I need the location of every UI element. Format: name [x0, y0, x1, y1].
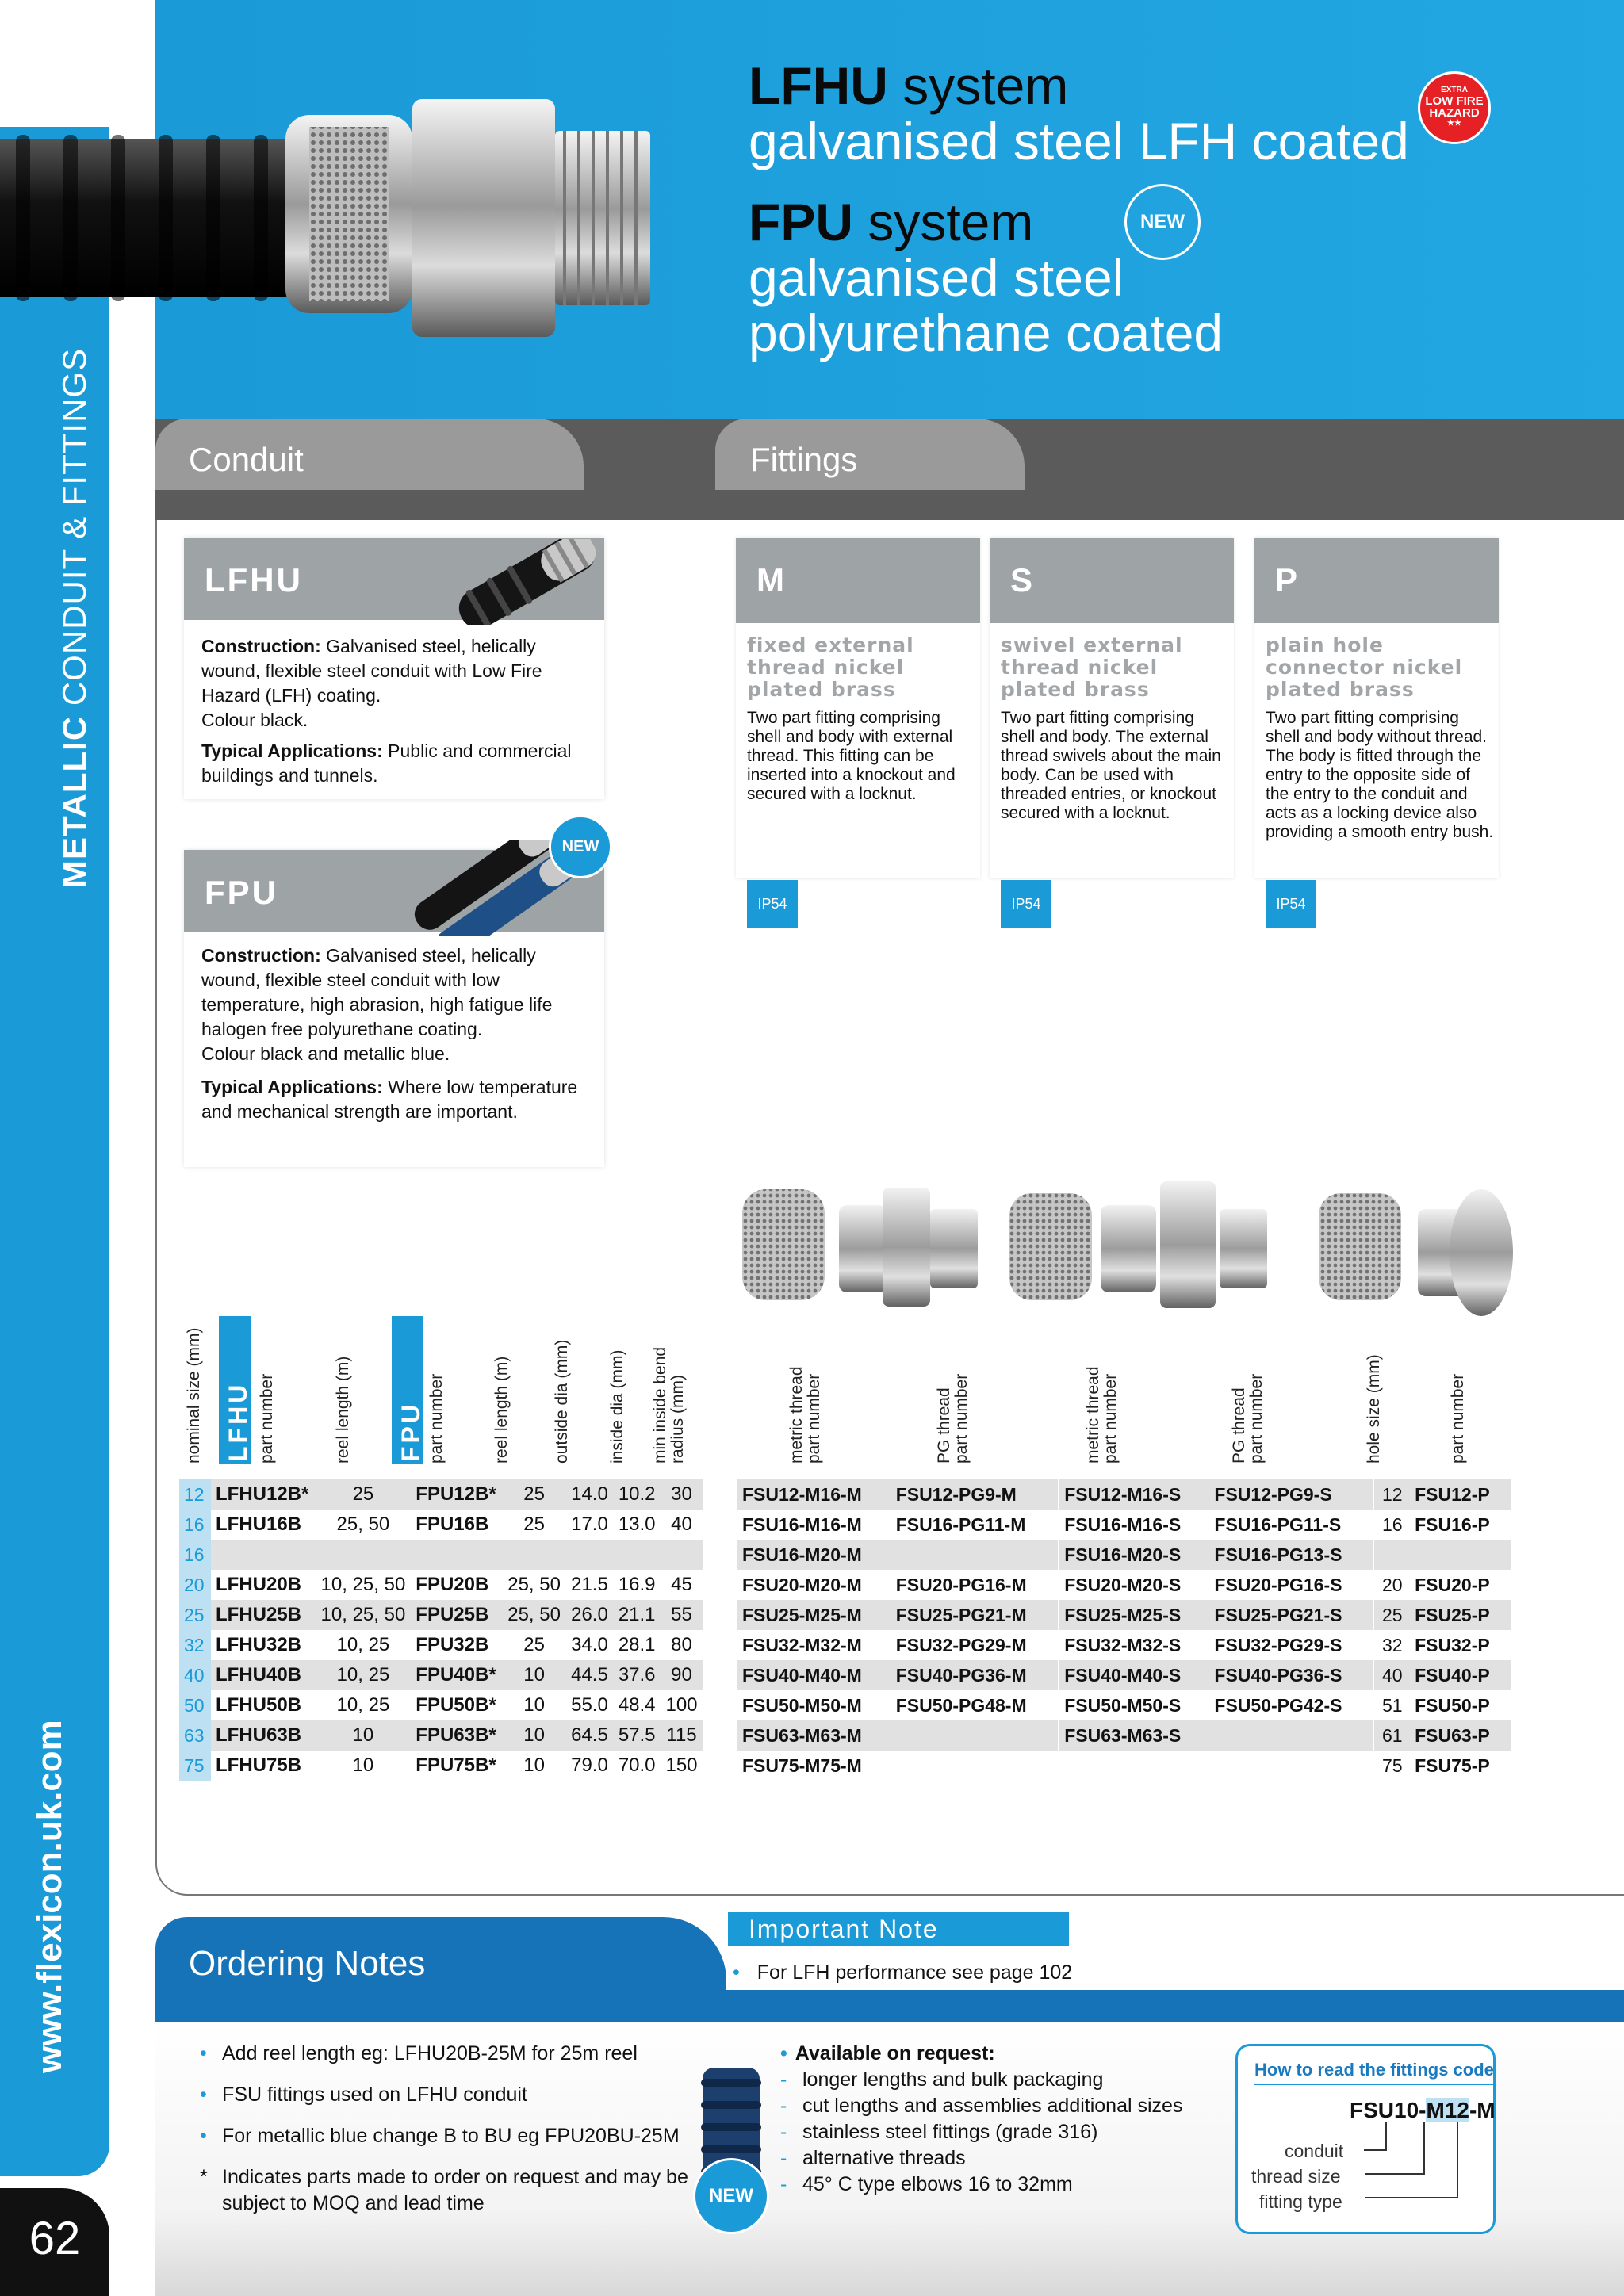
fitting-card-m — [736, 538, 980, 912]
fittings-table-cell: FSU12-M16-S — [1059, 1479, 1209, 1510]
conduit-table-cell: FPU32B — [411, 1630, 502, 1660]
fittings-table-cell: FSU50-PG48-M — [891, 1690, 1058, 1720]
fittings-table-cell — [1209, 1751, 1373, 1781]
conduit-table-cell: LFHU32B — [211, 1630, 316, 1660]
conduit-table-cell: 25 — [179, 1600, 211, 1630]
available-item: - stainless steel fittings (grade 316) — [780, 2121, 1098, 2143]
conduit-table-cell: 10, 25 — [316, 1660, 412, 1690]
col-outside-dia: outside dia (mm) — [553, 1339, 571, 1464]
ordering-note: * Indicates parts made to order on request and may be subject to MOQ and lead time — [200, 2166, 688, 2214]
conduit-table-cell: 10 — [503, 1660, 566, 1690]
conduit-table-cell: FPU75B* — [411, 1751, 502, 1781]
fittings-table-cell: FSU16-PG11-M — [891, 1510, 1058, 1540]
conduit-table-cell: 34.0 — [566, 1630, 614, 1660]
conduit-table-cell: 21.1 — [613, 1600, 661, 1630]
conduit-table-cell: 25 — [503, 1630, 566, 1660]
fittings-table-cell: 25 — [1374, 1600, 1410, 1630]
code-label-fitting-type: fitting type — [1259, 2191, 1342, 2212]
col-fpu-reel-length: reel length (m) — [492, 1356, 511, 1464]
conduit-table-cell: 25, 50 — [316, 1510, 412, 1540]
conduit-table-cell: 40 — [179, 1660, 211, 1690]
conduit-table-cell: FPU16B — [411, 1510, 502, 1540]
fittings-table-cell: 16 — [1374, 1510, 1410, 1540]
available-on-request — [780, 2041, 1224, 2198]
conduit-table-row — [179, 1630, 703, 1660]
fittings-table-cell: FSU63-M63-M — [737, 1720, 891, 1751]
fittings-table-cell: FSU40-M40-M — [737, 1660, 891, 1690]
conduit-table-cell: 16 — [179, 1510, 211, 1540]
fittings-table-cell: FSU40-PG36-M — [891, 1660, 1058, 1690]
conduit-table-cell: 70.0 — [613, 1751, 661, 1781]
fittings-table-cell: FSU20-PG16-M — [891, 1570, 1058, 1600]
conduit-table-cell: 64.5 — [566, 1720, 614, 1751]
conduit-table-cell: 14.0 — [566, 1479, 614, 1510]
fittings-table-cell: FSU20-P — [1410, 1570, 1511, 1600]
fpu-header-title: FPU — [396, 1402, 425, 1462]
conduit-table-cell: 20 — [179, 1570, 211, 1600]
available-item: - cut lengths and assemblies additional sizes — [780, 2095, 1183, 2117]
fittings-table-cell — [1209, 1720, 1373, 1751]
conduit-table-cell — [566, 1540, 614, 1570]
title-lfhu-subtitle: galvanised steel LFH coated — [749, 112, 1409, 170]
conduit-table-cell: 16.9 — [613, 1570, 661, 1600]
conduit-table-cell: LFHU40B — [211, 1660, 316, 1690]
conduit-table-cell: 25, 50 — [503, 1570, 566, 1600]
conduit-table-cell: 25 — [503, 1510, 566, 1540]
col-min-bend-radius: min inside bend radius (mm) — [651, 1346, 687, 1464]
fittings-table-cell: FSU12-PG9-S — [1209, 1479, 1373, 1510]
fittings-table-row — [737, 1630, 1511, 1660]
conduit-table-cell: LFHU12B* — [211, 1479, 316, 1510]
conduit-table-cell: 150 — [661, 1751, 703, 1781]
fittings-table-cell: 61 — [1374, 1720, 1410, 1751]
conduit-table-cell: 21.5 — [566, 1570, 614, 1600]
fittings-table-cell: FSU25-M25-M — [737, 1600, 891, 1630]
fittings-table-cell: FSU32-M32-S — [1059, 1630, 1209, 1660]
fittings-table-cell: FSU40-M40-S — [1059, 1660, 1209, 1690]
tab-fittings-label: Fittings — [750, 441, 858, 478]
conduit-table-cell: LFHU20B — [211, 1570, 316, 1600]
col-hole-size: hole size (mm) — [1365, 1354, 1383, 1464]
conduit-table-cell: 13.0 — [613, 1510, 661, 1540]
fittings-table-cell: 20 — [1374, 1570, 1410, 1600]
fittings-table-row — [737, 1690, 1511, 1720]
available-item: - alternative threads — [780, 2147, 966, 2169]
fitting-s-type: swivel external thread nickel plated brass — [1001, 633, 1183, 701]
fpu-card-title: FPU — [205, 874, 278, 911]
conduit-table-row — [179, 1690, 703, 1720]
conduit-table-row — [179, 1751, 703, 1781]
conduit-table-cell: 17.0 — [566, 1510, 614, 1540]
conduit-table-cell: 63 — [179, 1720, 211, 1751]
fittings-table-row — [737, 1540, 1511, 1570]
conduit-table-cell: 25 — [503, 1479, 566, 1510]
fittings-table-cell: FSU16-M16-M — [737, 1510, 891, 1540]
conduit-table-cell: 45 — [661, 1570, 703, 1600]
fittings-table-cell: FSU75-M75-M — [737, 1751, 891, 1781]
conduit-table-cell: FPU20B — [411, 1570, 502, 1600]
col-s-metric-part: metric thread part number — [1084, 1366, 1120, 1464]
conduit-table-cell: 25, 50 — [503, 1600, 566, 1630]
ordering-notes-title: Ordering Notes — [189, 1944, 426, 1983]
fittings-table-cell: FSU12-PG9-M — [891, 1479, 1058, 1510]
fittings-table-row — [737, 1720, 1511, 1751]
hero-conduit-fitting-image — [0, 91, 666, 353]
fittings-table-cell: FSU16-M20-S — [1059, 1540, 1209, 1570]
fittings-table-cell: FSU50-M50-S — [1059, 1690, 1209, 1720]
lfhu-construction: Construction: Galvanised steel, helically wound, flexible steel conduit with Low Fire Hazard (LFH) coating. Colour black. — [201, 636, 542, 730]
fittings-table-cell: FSU40-P — [1410, 1660, 1511, 1690]
fittings-table-cell — [1410, 1540, 1511, 1570]
conduit-table-cell: LFHU16B — [211, 1510, 316, 1540]
conduit-table-row — [179, 1720, 703, 1751]
fittings-table-cell: FSU16-PG11-S — [1209, 1510, 1373, 1540]
fittings-table-cell: 51 — [1374, 1690, 1410, 1720]
ordering-note: • FSU fittings used on LFHU conduit — [200, 2084, 527, 2106]
fittings-table-cell: FSU50-P — [1410, 1690, 1511, 1720]
fitting-card-m-header — [736, 538, 980, 623]
lfhu-card-title: LFHU — [205, 561, 303, 599]
col-inside-dia: inside dia (mm) — [608, 1349, 626, 1464]
conduit-table-cell: 32 — [179, 1630, 211, 1660]
conduit-table-cell: 10 — [503, 1751, 566, 1781]
fittings-table-cell: FSU16-PG13-S — [1209, 1540, 1373, 1570]
conduit-table-cell: 50 — [179, 1690, 211, 1720]
fittings-table-row — [737, 1751, 1511, 1781]
fittings-table-row — [737, 1660, 1511, 1690]
fittings-table-cell: FSU75-P — [1410, 1751, 1511, 1781]
fittings-table-cell: FSU32-PG29-S — [1209, 1630, 1373, 1660]
fitting-card-m-title: M — [756, 561, 787, 599]
conduit-table-cell: 10, 25, 50 — [316, 1600, 412, 1630]
conduit-table-row — [179, 1570, 703, 1600]
fittings-code-title: How to read the fittings code — [1254, 2060, 1494, 2085]
col-lfhu-reel-length: reel length (m) — [334, 1356, 352, 1464]
col-p-part-number: part number — [1449, 1373, 1467, 1464]
fittings-table-cell: FSU12-P — [1410, 1479, 1511, 1510]
conduit-table-cell: 100 — [661, 1690, 703, 1720]
conduit-table-cell: FPU12B* — [411, 1479, 502, 1510]
section-label: METALLIC CONDUIT & FITTINGS — [56, 347, 93, 888]
col-fpu-part-number: part number — [427, 1373, 446, 1464]
ordering-note: • For metallic blue change B to BU eg FPU20BU-25M — [200, 2125, 680, 2147]
conduit-table-cell: LFHU25B — [211, 1600, 316, 1630]
conduit-table-cell — [613, 1540, 661, 1570]
conduit-table-cell: 10 — [503, 1690, 566, 1720]
fittings-table — [737, 1479, 1511, 1781]
conduit-table-cell: 10 — [316, 1751, 412, 1781]
lfhu-conduit-image — [444, 539, 603, 625]
important-note-item: • For LFH performance see page 102 — [733, 1961, 1073, 1984]
conduit-table-cell: 57.5 — [613, 1720, 661, 1751]
fpu-new-badge: NEW — [549, 815, 612, 878]
fittings-table-cell: FSU32-P — [1410, 1630, 1511, 1660]
fittings-table-cell: FSU12-M16-M — [737, 1479, 891, 1510]
fittings-table-row — [737, 1600, 1511, 1630]
conduit-table-cell: FPU40B* — [411, 1660, 502, 1690]
title-lfhu-system: LFHU system — [749, 56, 1069, 115]
fittings-table-cell: FSU40-PG36-S — [1209, 1660, 1373, 1690]
low-fire-hazard-badge: EXTRA LOW FIRE HAZARD ★★ — [1418, 71, 1491, 144]
fittings-table-cell: FSU32-PG29-M — [891, 1630, 1058, 1660]
fittings-table-cell: 12 — [1374, 1479, 1410, 1510]
fitting-card-p-header — [1254, 538, 1499, 623]
fittings-code-connector-lines — [1364, 2122, 1467, 2209]
conduit-table-cell: 44.5 — [566, 1660, 614, 1690]
fittings-table-cell: FSU25-P — [1410, 1600, 1511, 1630]
conduit-table-cell: 12 — [179, 1479, 211, 1510]
new-badge: NEW — [1124, 184, 1201, 260]
conduit-table-cell: 16 — [179, 1540, 211, 1570]
fitting-card-p — [1254, 538, 1499, 912]
fittings-table-cell: FSU20-PG16-S — [1209, 1570, 1373, 1600]
conduit-table-row — [179, 1660, 703, 1690]
fittings-table-cell: FSU16-M16-S — [1059, 1510, 1209, 1540]
available-title: • Available on request: — [780, 2042, 995, 2064]
fittings-table-cell: FSU63-M63-S — [1059, 1720, 1209, 1751]
fittings-table-cell: FSU20-M20-M — [737, 1570, 891, 1600]
fittings-table-row — [737, 1570, 1511, 1600]
fpu-construction: Construction: Galvanised steel, helically wound, flexible steel conduit with low temperature, high abrasion, high fatigue life halogen free polyurethane coating. Colour black and metallic blue. — [201, 945, 553, 1064]
conduit-table-cell: 37.6 — [613, 1660, 661, 1690]
fittings-table-cell — [891, 1751, 1058, 1781]
col-m-metric-part: metric thread part number — [787, 1366, 823, 1464]
fittings-table-cell: FSU20-M20-S — [1059, 1570, 1209, 1600]
col-nominal-size: nominal size (mm) — [185, 1327, 203, 1464]
fittings-table-cell: FSU16-M20-M — [737, 1540, 891, 1570]
website-link[interactable]: www.flexicon.uk.com — [30, 1720, 69, 2073]
ip-rating-badge: IP54 — [1266, 880, 1316, 928]
conduit-table-cell: 10, 25 — [316, 1630, 412, 1660]
conduit-table-cell: 10.2 — [613, 1479, 661, 1510]
conduit-table-cell: 48.4 — [613, 1690, 661, 1720]
fittings-table-cell: FSU25-PG21-M — [891, 1600, 1058, 1630]
fittings-code-sample: FSU10-M12-M — [1350, 2098, 1496, 2122]
available-item: - longer lengths and bulk packaging — [780, 2068, 1104, 2091]
fittings-table-cell — [891, 1720, 1058, 1751]
ip-rating-badge: IP54 — [747, 880, 798, 928]
fittings-table-cell: 40 — [1374, 1660, 1410, 1690]
ordering-notes-list — [200, 2041, 707, 2232]
conduit-table-cell: 10 — [316, 1720, 412, 1751]
conduit-table-cell: 115 — [661, 1720, 703, 1751]
fitting-s-description: Two part fitting comprising shell and body. The external thread swivels about the main body. Can be used with threaded entries, or knockout secured with a locknut. — [1001, 709, 1221, 822]
page-number: 62 — [29, 2213, 81, 2264]
ordering-note: • Add reel length eg: LFHU20B-25M for 25m reel — [200, 2042, 638, 2064]
fittings-table-cell: 75 — [1374, 1751, 1410, 1781]
conduit-table-row — [179, 1479, 703, 1510]
conduit-table-cell: FPU25B — [411, 1600, 502, 1630]
available-item: - 45° C type elbows 16 to 32mm — [780, 2173, 1073, 2195]
col-lfhu-part-number: part number — [258, 1373, 276, 1464]
fitting-card-s — [990, 538, 1234, 912]
conduit-table-cell: 10 — [503, 1720, 566, 1751]
fitting-card-s-header — [990, 538, 1234, 623]
fittings-table-row — [737, 1479, 1511, 1510]
conduit-table-cell — [411, 1540, 502, 1570]
conduit-table-cell: 10, 25, 50 — [316, 1570, 412, 1600]
fitting-p-type: plain hole connector nickel plated brass — [1266, 633, 1463, 701]
fittings-table-cell: FSU63-P — [1410, 1720, 1511, 1751]
fittings-table-row — [737, 1510, 1511, 1540]
tab-conduit-label: Conduit — [189, 441, 304, 478]
conduit-table-row — [179, 1540, 703, 1570]
conduit-table-cell: 55 — [661, 1600, 703, 1630]
conduit-table-cell: 75 — [179, 1751, 211, 1781]
conduit-table-cell: 55.0 — [566, 1690, 614, 1720]
conduit-table-cell: 79.0 — [566, 1751, 614, 1781]
conduit-table-row — [179, 1600, 703, 1630]
conduit-table-cell: FPU50B* — [411, 1690, 502, 1720]
conduit-table-row — [179, 1510, 703, 1540]
conduit-table-cell: LFHU50B — [211, 1690, 316, 1720]
fittings-table-cell: 32 — [1374, 1630, 1410, 1660]
fittings-table-cell — [1374, 1540, 1410, 1570]
conduit-table-cell: 40 — [661, 1510, 703, 1540]
conduit-table-cell: 80 — [661, 1630, 703, 1660]
code-label-conduit: conduit — [1285, 2141, 1344, 2161]
new-badge: NEW — [693, 2158, 769, 2234]
title-fpu-subtitle-line2: polyurethane coated — [749, 304, 1224, 362]
fittings-table-cell: FSU32-M32-M — [737, 1630, 891, 1660]
fitting-p-description: Two part fitting comprising shell and body without thread. The body is fitted through the entry to the opposite side of the entry to the conduit and acts as a locking device also providing a smooth entry bush. — [1266, 709, 1494, 841]
conduit-table-cell: 28.1 — [613, 1630, 661, 1660]
col-m-pg-part: PG thread part number — [935, 1373, 971, 1464]
fitting-card-p-title: P — [1275, 561, 1300, 599]
conduit-table-cell: LFHU75B — [211, 1751, 316, 1781]
important-note-title: Important Note — [728, 1912, 1069, 1946]
conduit-table-cell: 90 — [661, 1660, 703, 1690]
fittings-table-cell — [1059, 1751, 1209, 1781]
fittings-table-cell: FSU50-M50-M — [737, 1690, 891, 1720]
fittings-product-image — [736, 1173, 1521, 1332]
fittings-table-cell: FSU50-PG42-S — [1209, 1690, 1373, 1720]
conduit-table-cell: 25 — [316, 1479, 412, 1510]
fittings-table-cell: FSU25-PG21-S — [1209, 1600, 1373, 1630]
conduit-table-cell — [316, 1540, 412, 1570]
fittings-table-cell: FSU16-P — [1410, 1510, 1511, 1540]
conduit-table-cell: LFHU63B — [211, 1720, 316, 1751]
conduit-table-cell: 10, 25 — [316, 1690, 412, 1720]
fitting-m-type: fixed external thread nickel plated brass — [747, 633, 914, 701]
conduit-table-cell — [503, 1540, 566, 1570]
conduit-table-cell: FPU63B* — [411, 1720, 502, 1751]
conduit-table-cell: 30 — [661, 1479, 703, 1510]
conduit-table-cell — [661, 1540, 703, 1570]
conduit-table — [179, 1479, 703, 1781]
fpu-applications: Typical Applications: Where low temperature and mechanical strength are important. — [201, 1077, 578, 1122]
conduit-table-cell: 26.0 — [566, 1600, 614, 1630]
conduit-table-cell — [211, 1540, 316, 1570]
title-fpu-subtitle-line1: galvanised steel — [749, 248, 1124, 307]
ip-rating-badge: IP54 — [1001, 880, 1051, 928]
fittings-table-cell — [891, 1540, 1058, 1570]
fitting-m-description: Two part fitting comprising shell and body with external thread. This fitting can be inserted into a knockout and secured with a locknut. — [747, 709, 956, 803]
lfhu-header-title: LFHU — [224, 1381, 252, 1462]
lfhu-applications: Typical Applications: Public and commercial buildings and tunnels. — [201, 740, 572, 786]
code-label-thread-size: thread size — [1251, 2166, 1341, 2187]
col-s-pg-part: PG thread part number — [1230, 1373, 1266, 1464]
fittings-table-cell: FSU25-M25-S — [1059, 1600, 1209, 1630]
title-fpu-system: FPU system — [749, 193, 1034, 251]
fitting-card-s-title: S — [1010, 561, 1036, 599]
